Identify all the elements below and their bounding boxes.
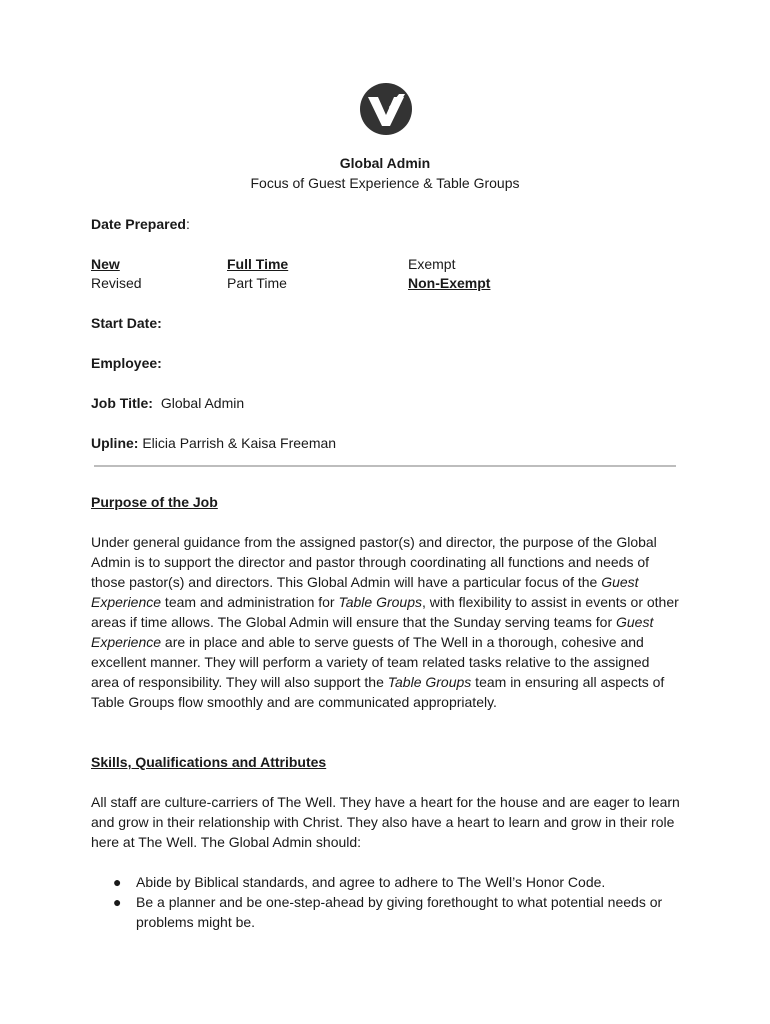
job-title-label: Job Title:: [91, 395, 153, 411]
upline-row: [91, 433, 336, 453]
status-revised: Revised: [91, 275, 142, 291]
bullet-icon: ●: [113, 874, 122, 890]
upline-label: Upline:: [91, 435, 139, 451]
employee-label: Employee:: [91, 355, 162, 371]
start-date-label: Start Date:: [91, 315, 162, 331]
status-non-exempt: Non-Exempt: [408, 275, 491, 291]
status-new: New: [91, 256, 120, 272]
bullet-text: Abide by Biblical standards, and agree to adhere to The Well’s Honor Code.: [136, 874, 606, 890]
the-well-logo-icon: [359, 82, 413, 136]
date-prepared-label: Date Prepared: [91, 216, 186, 232]
bullet-icon: ●: [113, 894, 122, 910]
document-subtitle: Focus of Guest Experience & Table Groups: [250, 175, 520, 191]
horizontal-divider: [94, 465, 676, 467]
skills-heading: Skills, Qualifications and Attributes: [91, 754, 327, 770]
list-item: [91, 872, 681, 892]
job-title-value: Global Admin: [160, 395, 245, 411]
status-exempt: Exempt: [408, 256, 456, 272]
date-prepared-row: [91, 214, 190, 234]
purpose-text-2: team and administration for: [161, 594, 339, 610]
bullet-text: Be a planner and be one-step-ahead by giving forethought to what potential needs or problems might be.: [136, 894, 663, 930]
skills-intro: All staff are culture-carriers of The Well. They have a heart for the house and are eager to learn and grow in their relationship with Christ. They also have a heart to learn and grow in their role here at The Well. The Global Admin should:: [91, 794, 680, 850]
date-prepared-colon: :: [185, 216, 190, 232]
purpose-emphasis-guest-experience: Guest Experience: [91, 574, 639, 610]
document-title: Global Admin: [339, 155, 431, 171]
purpose-text-1: Under general guidance from the assigned pastor(s) and director, the purpose of the Global Admin is to support the director and pastor through coordinating all functions and needs of those pastor(s) and directors. This Global Admin will have a particular focus of the: [91, 534, 657, 590]
purpose-emphasis-table-groups: Table Groups: [338, 594, 423, 610]
upline-value: Elicia Parrish & Kaisa Freeman: [142, 435, 337, 451]
purpose-text-3: , with flexibility to assist in events or other areas if time allows. The Global Admin will ensure that the Sunday serving teams for: [91, 594, 679, 630]
purpose-paragraph: [91, 532, 681, 712]
job-title-row: [91, 393, 244, 413]
purpose-text-5: team in ensuring all aspects of Table Groups flow smoothly and are communicated appropriately.: [91, 674, 665, 710]
skills-bullet-list: [91, 872, 681, 932]
purpose-emphasis-table-groups-2: Table Groups: [387, 674, 472, 690]
purpose-emphasis-guest-experience-2: Guest Experience: [91, 614, 654, 650]
status-full-time: Full Time: [227, 256, 289, 272]
purpose-text-4: are in place and able to serve guests of The Well in a thorough, cohesive and excellent manner. They will perform a variety of team related tasks relative to the assigned area of responsibility. They will also support the: [91, 634, 650, 690]
purpose-heading: Purpose of the Job: [91, 494, 218, 510]
list-item: [91, 892, 681, 932]
status-part-time: Part Time: [227, 275, 287, 291]
